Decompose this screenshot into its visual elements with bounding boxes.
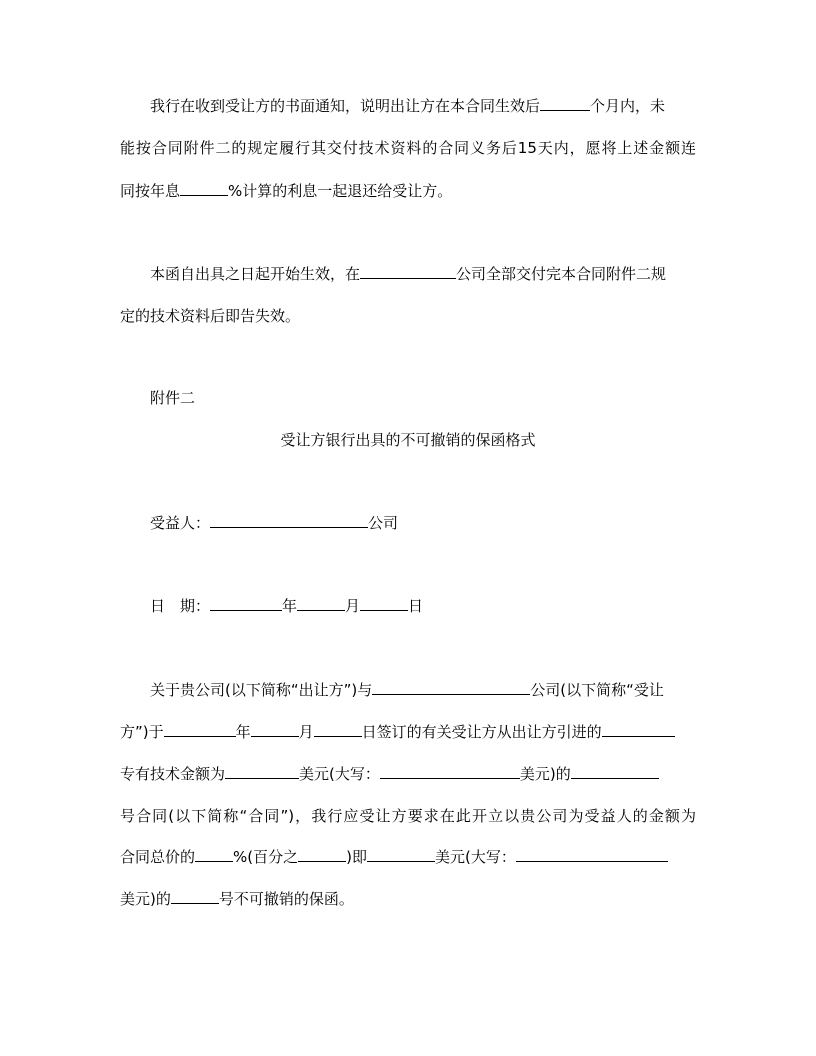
para1-text: %计算的利息一起退还给受让方。 <box>228 182 453 200</box>
para3-text: 号不可撤销的保函。 <box>218 890 354 908</box>
para3-text: 美元(大写： <box>434 848 516 866</box>
blank-percent <box>195 846 233 862</box>
para3-line5 <box>120 846 696 868</box>
blank-beneficiary <box>210 512 368 528</box>
para3-text: 关于贵公司(以下简称“出让方”)与 <box>150 681 373 699</box>
para3-text: 合同总价的 <box>120 848 196 866</box>
para1-line3 <box>120 180 696 202</box>
para3-line3 <box>120 763 696 785</box>
annex-label: 附件二 <box>150 389 196 407</box>
para3-text: 方”)于 <box>120 723 164 741</box>
para1-line1 <box>150 95 696 117</box>
para1-text: 同按年息 <box>120 182 181 200</box>
para3-line2 <box>120 721 696 743</box>
date-year-label: 年 <box>282 597 298 615</box>
para3-line4: 号合同(以下简称“合同”)，我行应受让方要求在此开立以贵公司为受益人的金额为 <box>120 807 696 825</box>
blank-percent-words <box>298 846 346 862</box>
blank-sign-day <box>314 721 362 737</box>
para3-text: 美元(大写： <box>299 765 380 783</box>
blank-company <box>360 263 456 279</box>
para3-text: 年 <box>235 723 251 741</box>
date-label: 日 期： <box>150 597 211 615</box>
para1-text: 我行在收到受让方的书面通知，说明出让方在本合同生效后 <box>150 97 541 115</box>
para3-text: )即 <box>346 848 367 866</box>
blank-assignee-company <box>372 679 530 695</box>
blank-tech <box>602 721 675 737</box>
blank-contract-no <box>571 763 659 779</box>
blank-usd <box>367 846 435 862</box>
beneficiary-suffix: 公司 <box>368 514 399 532</box>
para3-text: 专有技术金额为 <box>120 765 226 783</box>
beneficiary-label: 受益人： <box>150 514 211 532</box>
blank-sign-year <box>164 721 236 737</box>
date-day-label: 日 <box>408 597 424 615</box>
date-line <box>150 595 696 617</box>
blank-interest-rate <box>180 180 228 196</box>
blank-month <box>297 595 345 611</box>
blank-months <box>540 95 590 111</box>
blank-sign-month <box>251 721 299 737</box>
para3-text: 美元)的 <box>120 890 171 908</box>
para3-text: 月 <box>298 723 314 741</box>
para3-text: 美元)的 <box>519 765 571 783</box>
beneficiary-line <box>150 512 696 534</box>
annex-title: 受让方银行出具的不可撤销的保函格式 <box>280 431 536 449</box>
para2-text: 本函自出具之日起开始生效，在 <box>150 265 361 283</box>
date-month-label: 月 <box>345 597 361 615</box>
blank-guarantee-no <box>171 888 219 904</box>
para3-text: %(百分之 <box>233 848 299 866</box>
para3-line6 <box>120 888 696 910</box>
para1-line2: 能按合同附件二的规定履行其交付技术资料的合同义务后15天内，愿将上述金额连 <box>120 139 696 157</box>
para3-text: 日签订的有关受让方从出让方引进的 <box>361 723 602 741</box>
blank-year <box>210 595 282 611</box>
para3-text: 公司(以下简称“受让 <box>530 681 664 699</box>
para2-text: 公司全部交付完本合同附件二规 <box>456 265 667 283</box>
para2-line2: 定的技术资料后即告失效。 <box>120 307 301 325</box>
para2-line1 <box>150 263 696 285</box>
blank-usd-words <box>516 846 668 862</box>
para1-text: 个月内，未 <box>590 97 666 115</box>
blank-amount <box>225 763 299 779</box>
blank-day <box>360 595 408 611</box>
para3-line1 <box>150 679 696 701</box>
blank-amount-words <box>380 763 520 779</box>
